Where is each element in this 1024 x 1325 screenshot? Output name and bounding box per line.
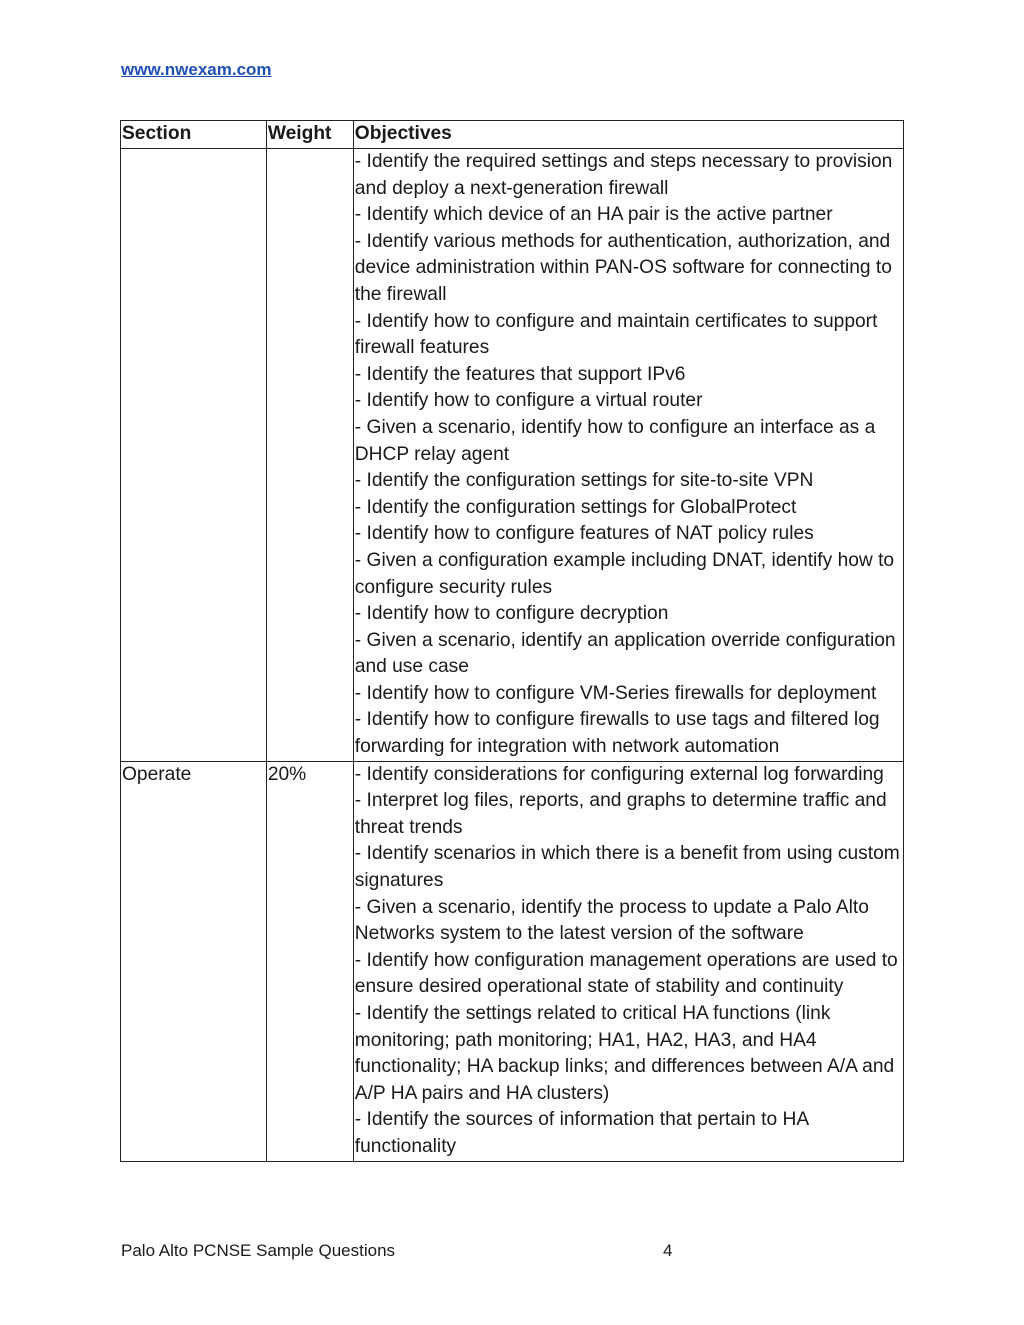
page-number: 4 (663, 1241, 673, 1260)
objective-item: - Given a configuration example including DNAT, identify how to configure security rules (354, 549, 895, 598)
table-row (121, 761, 904, 1161)
objective-item: - Given a scenario, identify the process to update a Palo Alto Networks system to the latest version of the software (354, 896, 869, 945)
weight-header: Weight (266, 121, 353, 149)
section-cell (121, 149, 267, 762)
objective-item: - Identify the configuration settings for GlobalProtect (354, 496, 797, 518)
objective-item: - Given a scenario, identify how to configure an interface as a DHCP relay agent (354, 416, 876, 465)
objective-item: - Identify how to configure VM-Series firewalls for deployment (354, 682, 877, 704)
objective-item: - Identify how to configure and maintain certificates to support firewall features (354, 310, 878, 359)
objective-item: - Identify the sources of information that pertain to HA functionality (354, 1109, 809, 1157)
table-row (121, 149, 904, 762)
objective-item: - Identify the configuration settings for site-to-site VPN (354, 470, 814, 492)
objective-item: - Identify how to configure features of NAT policy rules (354, 523, 814, 545)
objective-item: - Identify the features that support IPv6 (354, 363, 686, 385)
section-cell: Operate (121, 761, 267, 1161)
weight-cell: 20% (266, 761, 353, 1161)
objectives-cell (353, 761, 903, 1161)
objective-item: - Identify how to configure decryption (354, 603, 669, 625)
objective-item: - Interpret log files, reports, and graphs to determine traffic and threat trends (354, 790, 887, 838)
objective-item: - Identify the required settings and steps necessary to provision and deploy a next-generation firewall (354, 151, 893, 199)
objective-item: - Identify how configuration management operations are used to ensure desired operational state of stability and continuity (354, 949, 898, 998)
weight-cell (266, 149, 353, 762)
objectives-table (120, 120, 904, 1162)
objective-item: - Identify how to configure a virtual router (354, 390, 703, 412)
objectives-cell (353, 149, 903, 762)
objective-item: - Identify considerations for configuring external log forwarding (354, 763, 884, 785)
objectives-header: Objectives (353, 121, 903, 149)
footer-title: Palo Alto PCNSE Sample Questions (121, 1241, 396, 1260)
section-header: Section (121, 121, 267, 149)
objective-item: - Given a scenario, identify an application override configuration and use case (354, 629, 896, 678)
site-link[interactable]: www.nwexam.com (121, 60, 272, 79)
objective-item: - Identify the settings related to critical HA functions (link monitoring; path monitoring; HA1, HA2, HA3, and HA4 functionality; HA backup links; and differences between A/A and A/P HA pairs and HA clusters) (354, 1003, 895, 1104)
objective-item: - Identify scenarios in which there is a benefit from using custom signatures (354, 843, 900, 892)
objective-item: - Identify which device of an HA pair is the active partner (354, 204, 833, 226)
objective-item: - Identify how to configure firewalls to use tags and filtered log forwarding for integration with network automation (354, 709, 880, 758)
objective-item: - Identify various methods for authentication, authorization, and device administration within PAN-OS software for connecting to the firewall (354, 230, 892, 305)
table-header-row (121, 121, 904, 149)
